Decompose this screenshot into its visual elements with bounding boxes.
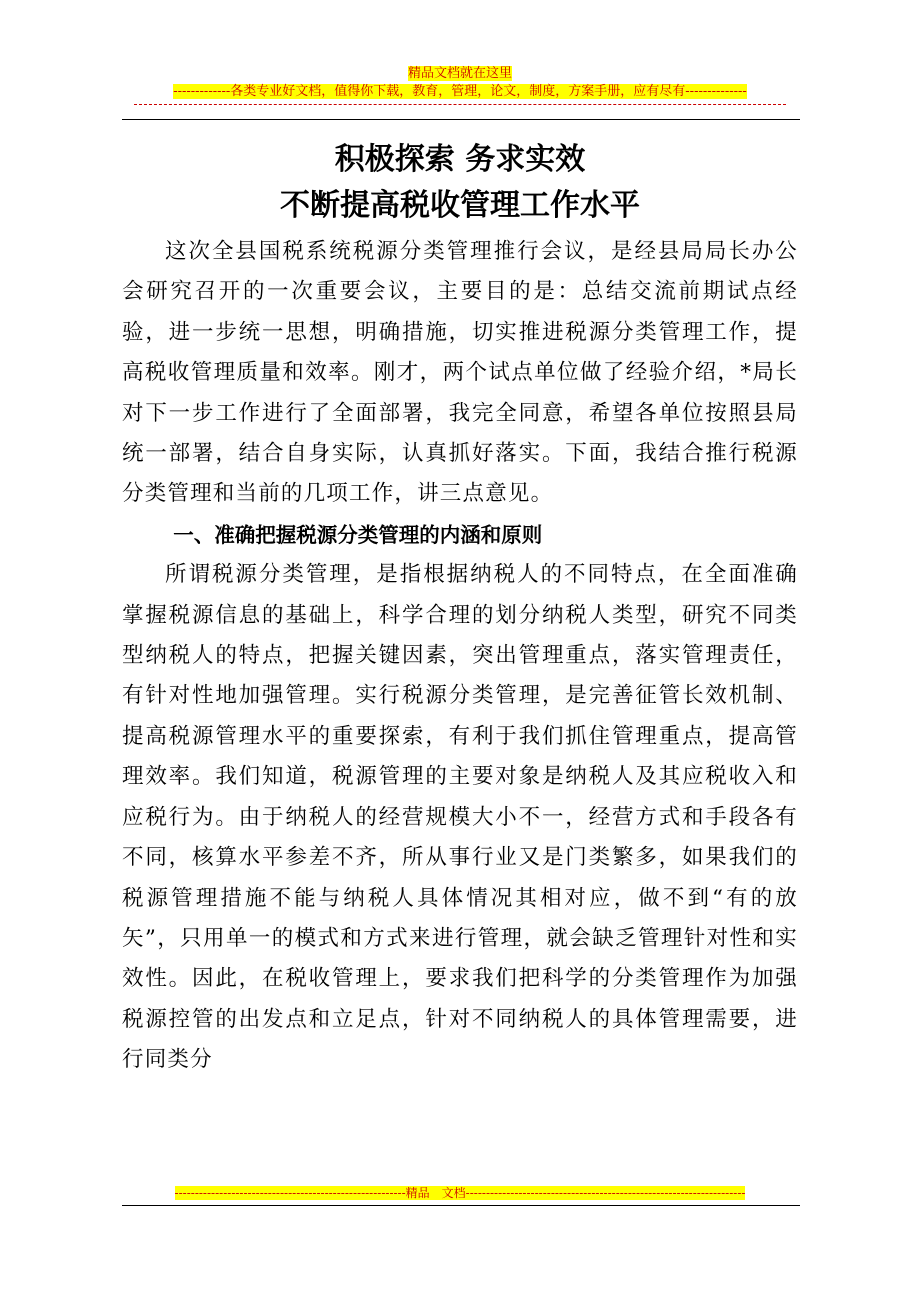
footer-rule [122,1205,800,1206]
header-banner-text: -------------各类专业好文档，值得你下载，教育，管理，论文，制度，方案手册，应有尽有-------------- [173,84,747,99]
document-title-line2: 不断提高税收管理工作水平 [280,188,640,223]
footer-banner-text: ---------------------------------------------------------精品 文档--------------------------------------------------------------------- [174,1186,746,1200]
section-1-heading: 一、准确把握税源分类管理的内涵和原则 [173,522,543,547]
header-top-line [0,66,920,82]
header-top-text: 精品文档就在这里 [407,66,512,81]
intro-paragraph: 这次全县国税系统税源分类管理推行会议，是经县局局长办公会研究召开的一次重要会议，主要目的是：总结交流前期试点经验，进一步统一思想，明确措施，切实推进税源分类管理工作，提高税收管理质量和效率。刚才，两个试点单位做了经验介绍，*局长对下一步工作进行了全面部署，我完全同意，希望各单位按照县局统一部署，结合自身实际，认真抓好落实。下面，我结合推行税源分类管理和当前的几项工作，讲三点意见。 [122,239,798,507]
header-rule [122,119,800,120]
document-title-line1: 积极探索 务求实效 [334,142,586,177]
header-dashed-rule [134,104,786,105]
section-1-paragraph: 所谓税源分类管理，是指根据纳税人的不同特点，在全面准确掌握税源信息的基础上，科学合理的划分纳税人类型，研究不同类型纳税人的特点，把握关键因素，突出管理重点，落实管理责任，有针对性地加强管理。实行税源分类管理，是完善征管长效机制、提高税源管理水平的重要探索，有利于我们抓住管理重点，提高管理效率。我们知道，税源管理的主要对象是纳税人及其应税收入和应税行为。由于纳税人的经营规模大小不一，经营方式和手段各有不同，核算水平参差不齐，所从事行业又是门类繁多，如果我们的税源管理措施不能与纳税人具体情况其相对应，做不到“有的放矢”，只用单一的模式和方式来进行管理，就会缺乏管理针对性和实效性。因此，在税收管理上，要求我们把科学的分类管理作为加强税源控管的出发点和立足点，针对不同纳税人的具体管理需要，进行同类分 [122,562,798,1073]
header-banner [0,84,920,100]
document-body [122,232,798,1081]
footer-banner [0,1186,920,1201]
